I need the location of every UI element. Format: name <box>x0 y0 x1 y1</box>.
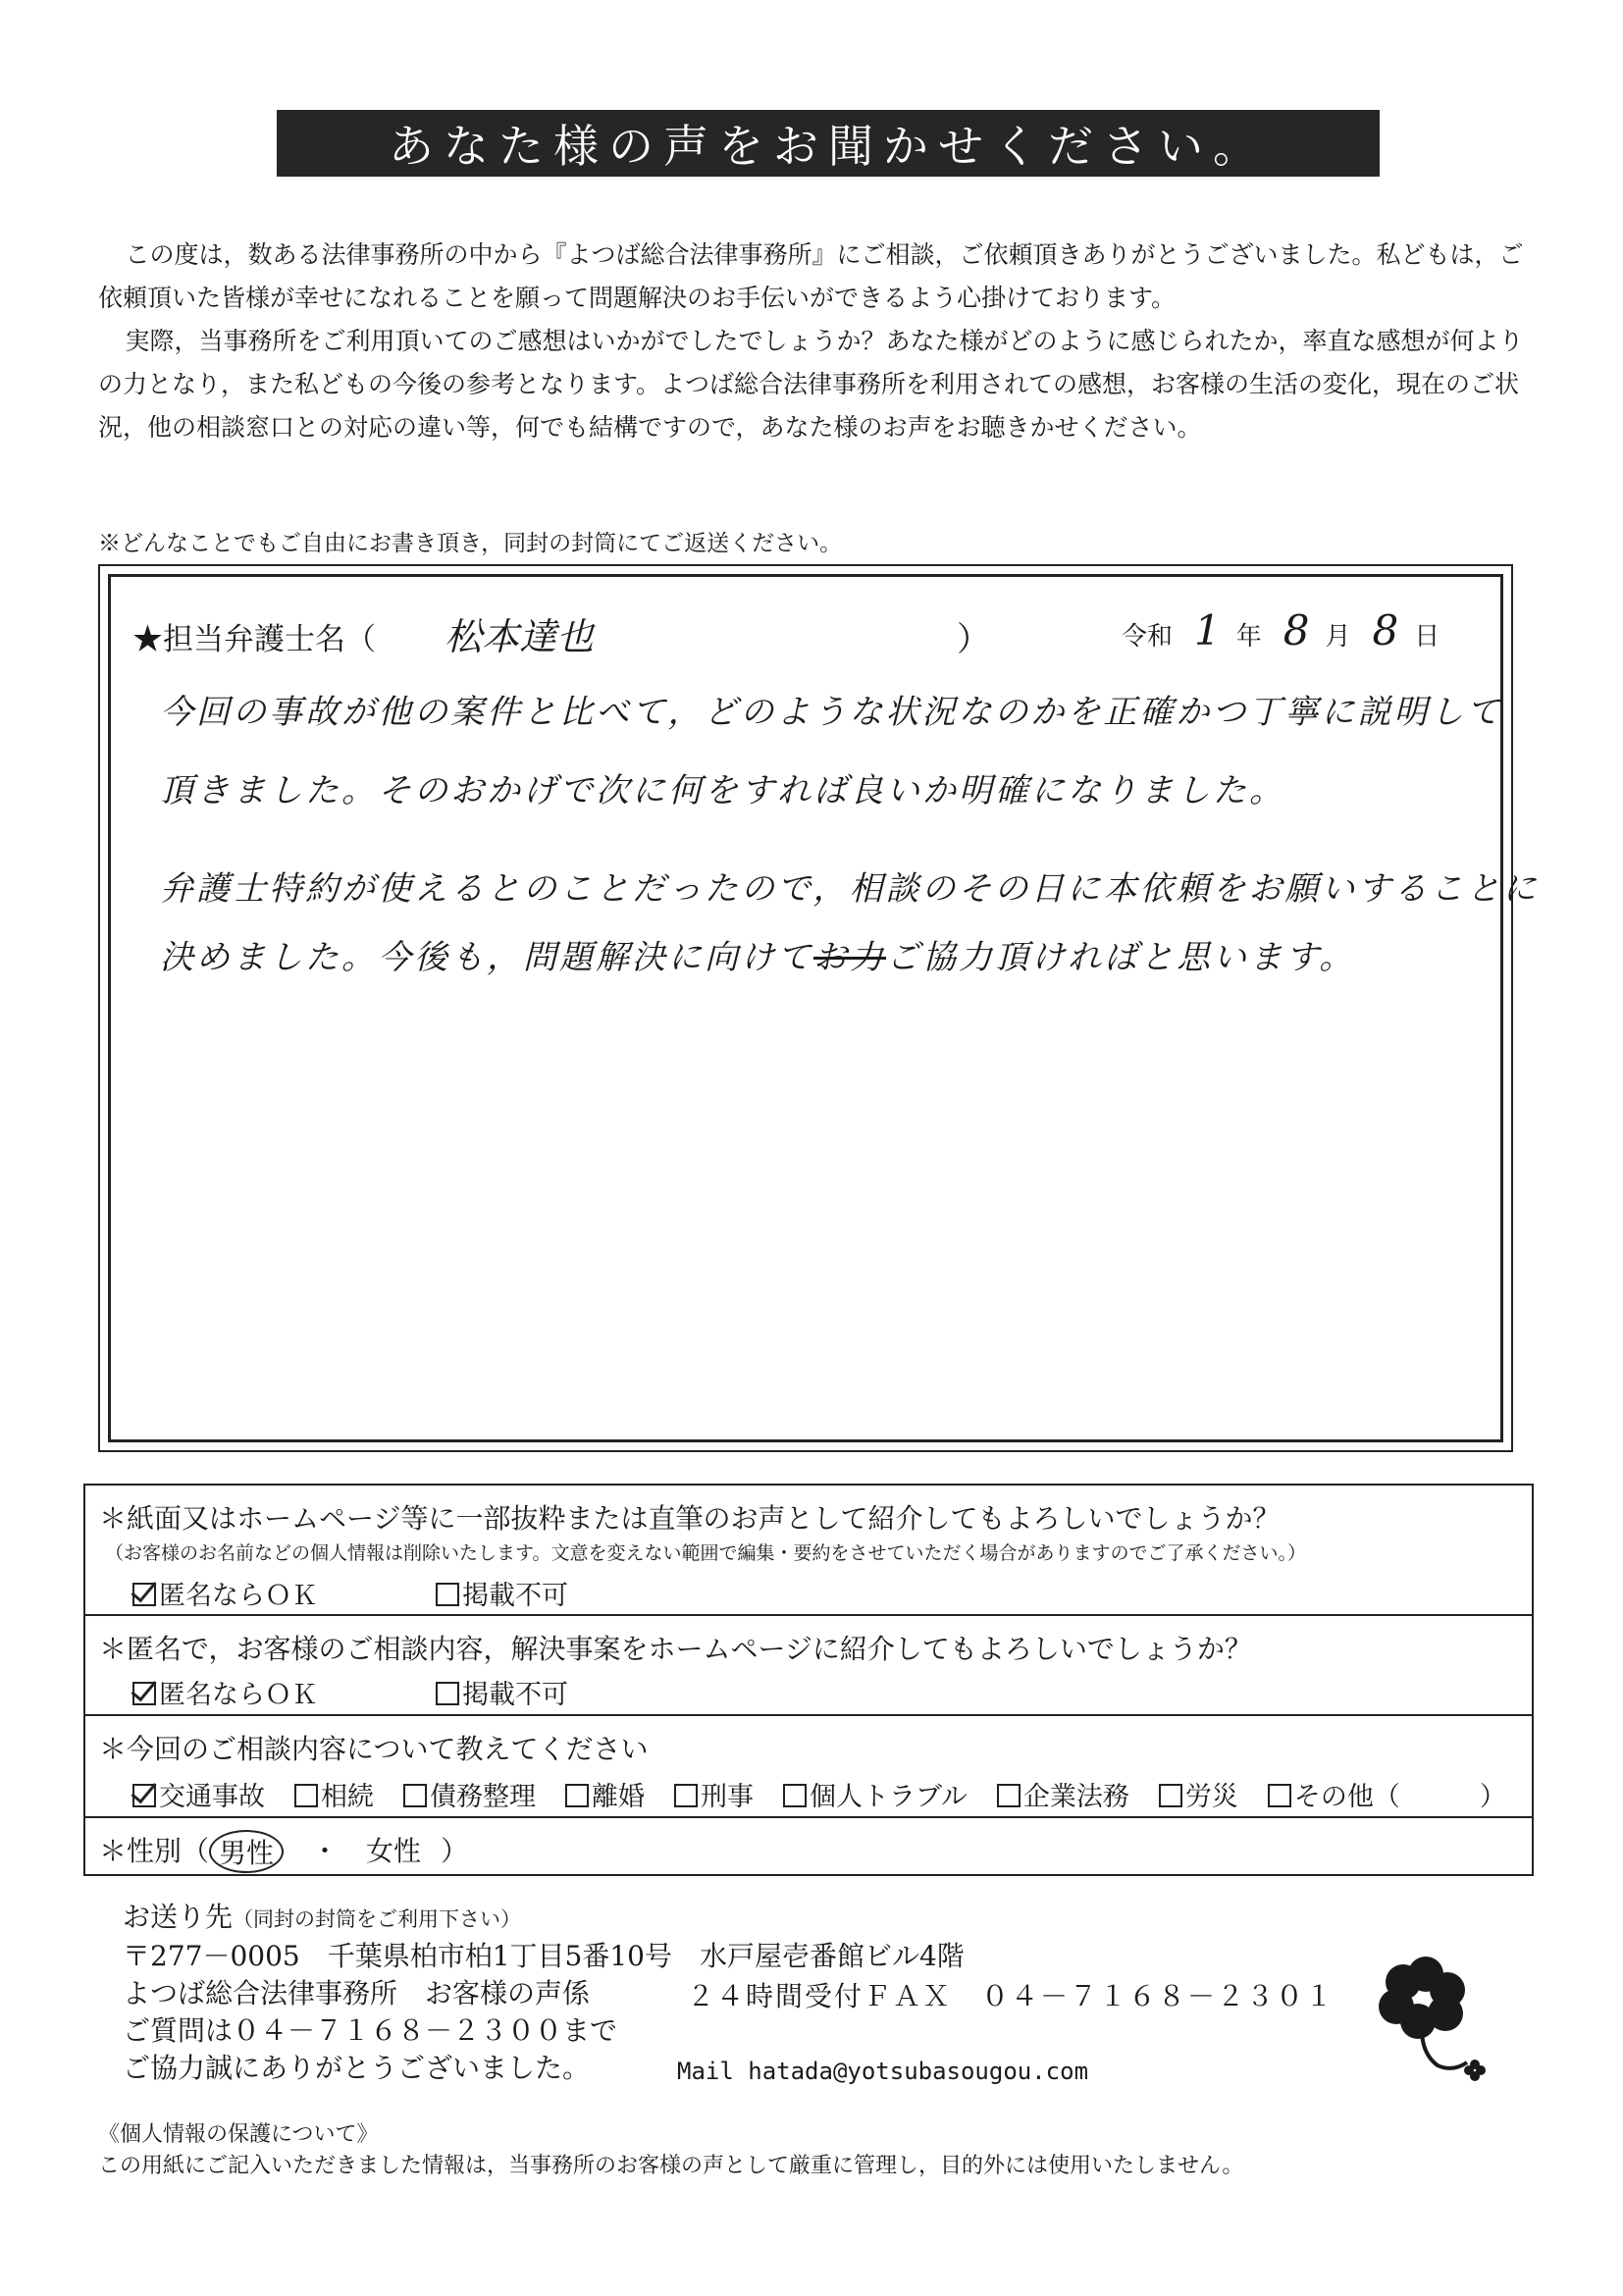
comment-line-4-b: ご協力頂ければと思います。 <box>886 938 1356 977</box>
page-title <box>277 110 1380 177</box>
question-row-2 <box>85 1616 1532 1716</box>
q3-option-label: 刑事 <box>701 1782 754 1812</box>
question-1-text: ＊紙面又はホームページ等に一部抜粋または直筆のお声として紹介してもよろしいでしょうか？ <box>99 1502 1281 1535</box>
checkbox-icon[interactable] <box>436 1682 459 1705</box>
gender-separator: ・ <box>311 1835 340 1867</box>
q1-option-not-allowed[interactable] <box>436 1574 568 1612</box>
date-day-label: 日 <box>1414 622 1440 652</box>
checkbox-icon[interactable] <box>403 1784 427 1807</box>
q3-option-divorce[interactable] <box>565 1775 645 1813</box>
send-to-label: お送り先 <box>123 1901 234 1933</box>
phone-inquiry: ご質問は０４－７１６８－２３００まで <box>123 2014 618 2047</box>
question-3-text: ＊今回のご相談内容について教えてください <box>99 1733 649 1765</box>
q1-option-anonymous-ok[interactable] <box>132 1574 318 1612</box>
date-year: 1 <box>1194 606 1221 654</box>
q2-option-not-allowed[interactable] <box>436 1673 568 1711</box>
q1-option-label: 匿名ならＯＫ <box>159 1581 318 1611</box>
send-to-note: （同封の封筒をご利用下さい） <box>233 1907 522 1931</box>
comment-line-3: 弁護士特約が使えるとのことだったので，相談のその日に本依頼をお願いすることに <box>160 869 1540 909</box>
date-year-label: 年 <box>1235 622 1262 652</box>
comment-strikethrough: お力 <box>813 938 886 977</box>
question-row-3 <box>85 1716 1532 1818</box>
q3-option-inheritance[interactable] <box>294 1775 374 1813</box>
q3-option-label: 相続 <box>321 1782 374 1812</box>
q3-option-label: 企業法務 <box>1022 1782 1129 1812</box>
q3-option-label: その他（ ） <box>1293 1782 1506 1812</box>
question-row-1 <box>85 1486 1532 1616</box>
intro-paragraph-1: この度は，数ある法律事務所の中から『よつば総合法律事務所』にご相談，ご依頼頂きありがとうございました。私どもは，ご依頼頂いた皆様が幸せになれることを願って問題解決のお手伝いができるよう心掛けております。 <box>98 240 1524 312</box>
q3-option-label: 交通事故 <box>159 1782 265 1812</box>
comment-line-4-a: 決めました。今後も，問題解決に向けて <box>160 938 813 977</box>
checkbox-icon[interactable] <box>674 1784 698 1807</box>
question-row-4 <box>85 1818 1532 1874</box>
q3-option-personal[interactable] <box>783 1775 968 1813</box>
intro-text <box>98 234 1541 449</box>
office-name: よつば総合法律事務所 お客様の声係 <box>123 1977 591 2009</box>
checkbox-icon[interactable] <box>565 1784 589 1807</box>
comment-line-4 <box>160 930 1534 978</box>
date-month-label: 月 <box>1325 622 1351 652</box>
title-text: あなた様の声をお聞かせください。 <box>389 120 1268 173</box>
fax-number: ２４時間受付ＦＡＸ ０４－７１６８－２３０１ <box>687 1980 1335 2012</box>
q3-option-label: 個人トラブル <box>810 1782 968 1812</box>
comment-box <box>98 564 1540 1452</box>
postal-address: 〒277－0005 千葉県柏市柏1丁目5番10号 水戸屋壱番館ビル4階 <box>123 1940 965 1972</box>
date-month: 8 <box>1283 606 1310 654</box>
privacy-title: 《個人情報の保護について》 <box>98 2122 379 2147</box>
q2-option-anonymous-ok[interactable] <box>132 1673 318 1711</box>
comment-inner-frame <box>108 574 1540 1442</box>
thanks-message: ご協力誠にありがとうございました。 <box>123 2052 591 2084</box>
gender-paren-close: ） <box>441 1835 469 1867</box>
date-day: 8 <box>1372 606 1399 654</box>
lawyer-label: ★担当弁護士名（ <box>132 622 376 657</box>
q3-option-traffic[interactable] <box>132 1775 265 1813</box>
question-2-text: ＊匿名で，お客様のご相談内容，解決事案をホームページに紹介してもよろしいでしょうか？ <box>99 1633 1252 1665</box>
privacy-text: この用紙にご記入いただきました情報は，当事務所のお客様の声として厳重に管理し，目的外には使用いたしません。 <box>98 2154 1244 2178</box>
lawyer-paren-close: ） <box>957 620 990 659</box>
q3-option-workers-comp[interactable] <box>1159 1775 1238 1813</box>
privacy-notice <box>98 2119 1243 2182</box>
q1-option-label: 掲載不可 <box>462 1581 568 1611</box>
clover-logo-icon <box>1369 1953 1496 2100</box>
checkbox-checked-icon[interactable] <box>132 1682 156 1705</box>
comment-line-2: 頂きました。そのおかげで次に何をすれば良いか明確になりました。 <box>160 771 1285 810</box>
q2-option-label: 掲載不可 <box>462 1680 568 1710</box>
lawyer-name: 松本達也 <box>445 615 595 658</box>
date-era: 令和 <box>1122 622 1174 652</box>
question-2-options <box>132 1673 686 1711</box>
question-4-gender <box>99 1830 468 1873</box>
send-to-line <box>123 1899 965 1938</box>
gender-male-circled[interactable]: 男性 <box>209 1830 284 1873</box>
q3-option-other[interactable] <box>1268 1775 1506 1813</box>
q3-option-corporate[interactable] <box>997 1775 1129 1813</box>
q2-option-label: 匿名ならＯＫ <box>159 1680 318 1710</box>
checkbox-icon[interactable] <box>294 1784 318 1807</box>
checkbox-icon[interactable] <box>436 1583 459 1606</box>
checkbox-icon[interactable] <box>997 1784 1021 1807</box>
gender-female[interactable]: 女性 <box>366 1835 422 1867</box>
mail-address[interactable]: Mail hatada@yotsubasougou.com <box>677 2058 1089 2085</box>
q3-option-label: 離婚 <box>592 1782 645 1812</box>
checkbox-icon[interactable] <box>1159 1784 1182 1807</box>
q3-option-debt[interactable] <box>403 1775 536 1813</box>
checkbox-icon[interactable] <box>1268 1784 1291 1807</box>
q3-option-criminal[interactable] <box>674 1775 754 1813</box>
gender-label: ＊性別（ <box>99 1835 210 1867</box>
instruction-note: ※どんなことでもご自由にお書き頂き，同封の封筒にてご返送ください。 <box>98 531 843 556</box>
checkbox-checked-icon[interactable] <box>132 1583 156 1606</box>
q3-option-label: 労災 <box>1184 1782 1238 1812</box>
q3-option-label: 債務整理 <box>430 1782 536 1812</box>
comment-line-1: 今回の事故が他の案件と比べて，どのような状況なのかを正確かつ丁寧に説明して <box>160 693 1503 732</box>
intro-paragraph-2: 実際，当事務所をご利用頂いてのご感想はいかがでしたでしょうか？あなた様がどのように感じられたか，率直な感想が何よりの力となり，また私どもの今後の参考となります。よつば総合法律事務所を利用されての感想，お客様の生活の変化，現在のご状況，他の相談窓口との対応の違い等，何でも結構ですので，あなた様のお声をお聴きかせください。 <box>98 327 1524 442</box>
date-field <box>1122 606 1440 654</box>
questions-table <box>83 1484 1534 1876</box>
question-3-options <box>132 1775 1536 1813</box>
checkbox-checked-icon[interactable] <box>132 1784 156 1807</box>
question-1-subtext: （お客様のお名前などの個人情報は削除いたします。文意を変えない範囲で編集・要約をさせていただく場合がありますのでご了承ください。） <box>105 1542 1306 1564</box>
checkbox-icon[interactable] <box>783 1784 807 1807</box>
question-1-options <box>132 1574 686 1612</box>
